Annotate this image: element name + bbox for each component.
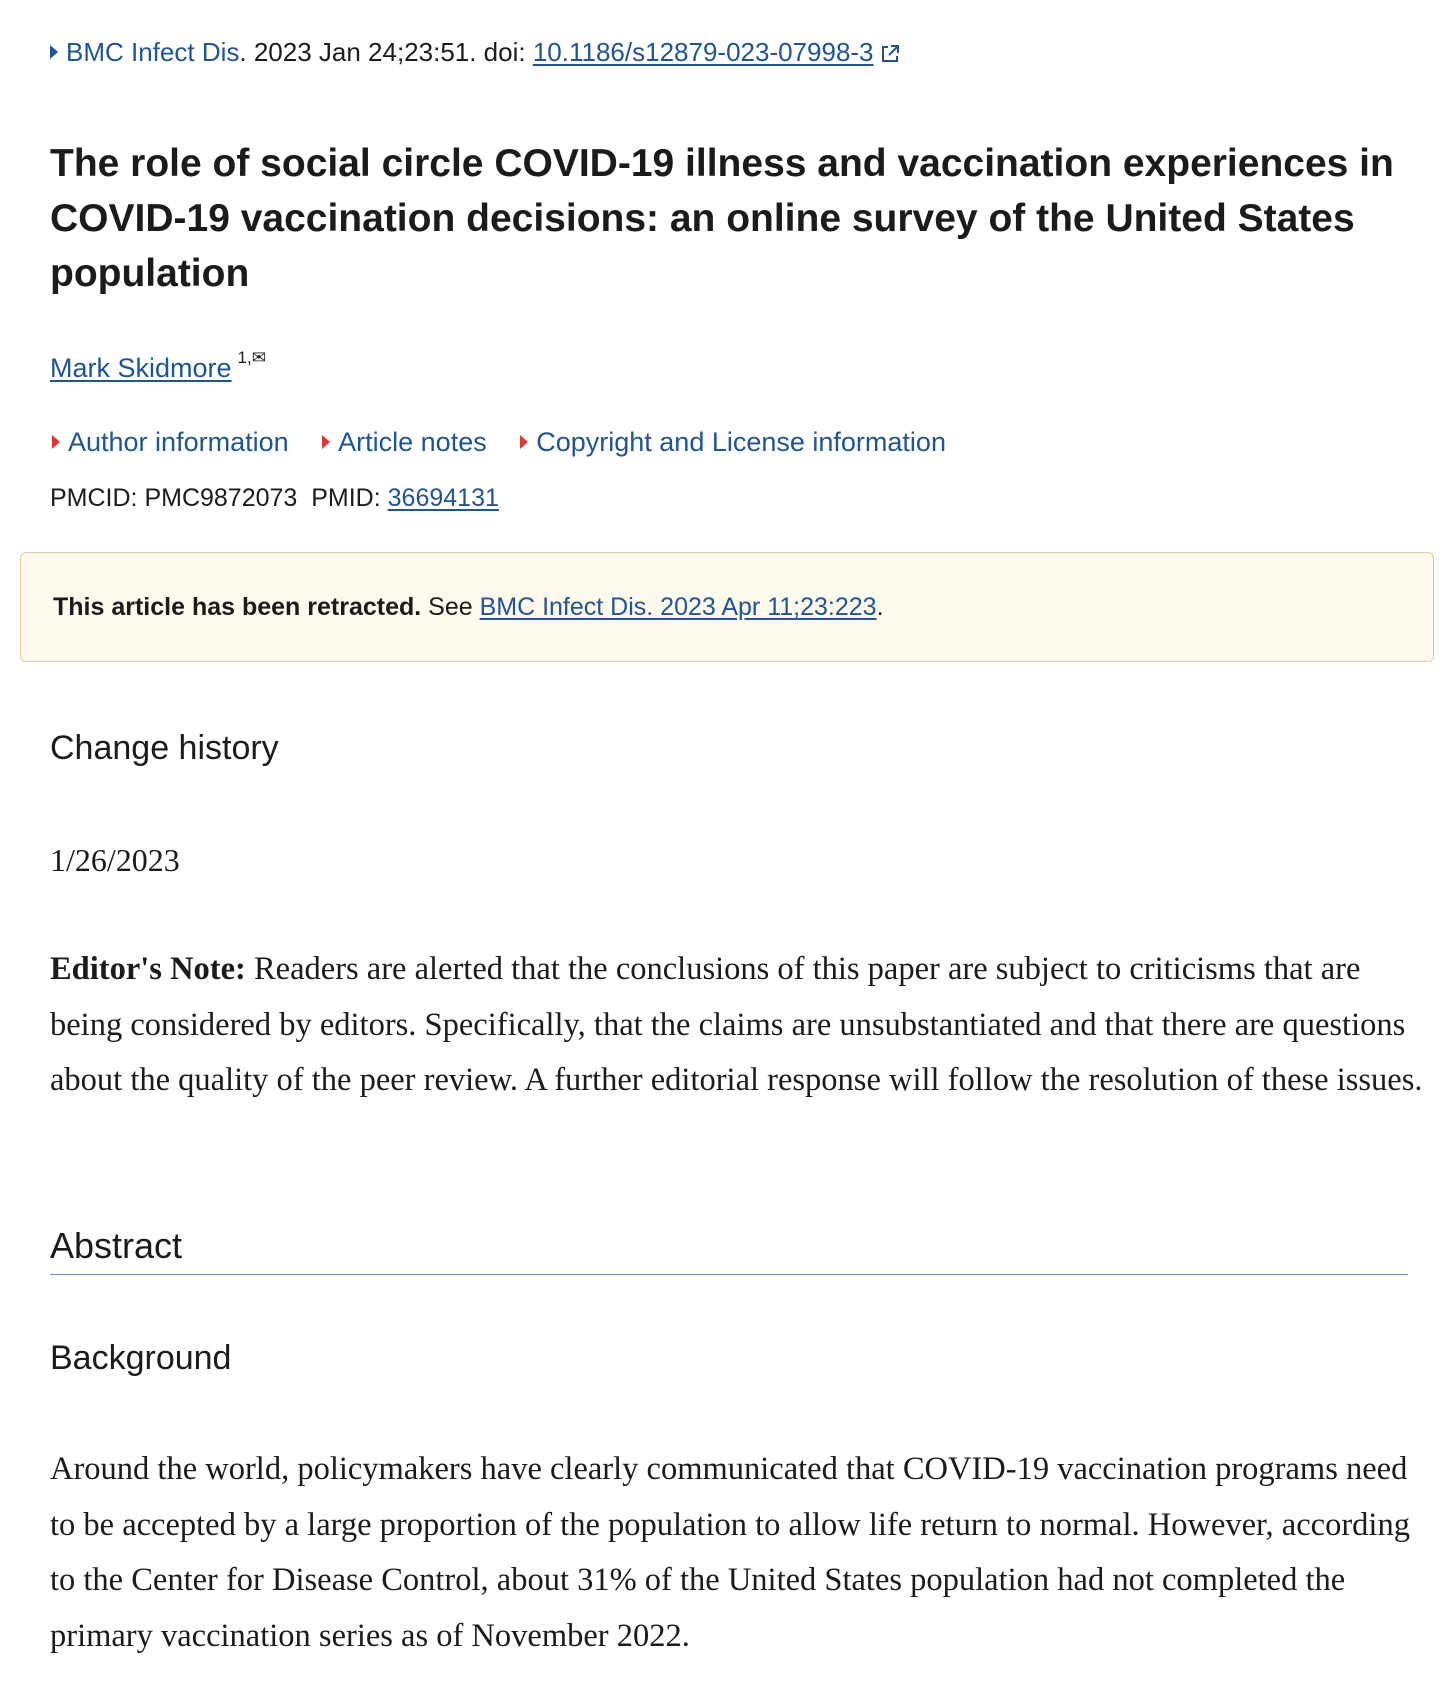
pmid-label: PMID: [311, 484, 388, 512]
editors-note-label: Editor's Note: [50, 951, 246, 987]
journal-name: BMC Infect Dis [66, 37, 240, 67]
article-ids [50, 480, 499, 516]
citation-details: . 2023 Jan 24;23:51. doi: [239, 37, 533, 67]
retraction-bold: This article has been retracted. [53, 593, 422, 621]
retraction-see: See [421, 593, 480, 621]
article-title: The role of social circle COVID-19 illness and vaccination experiences in COVID-19 vaccination decisions: an online survey of the United States population [50, 142, 1394, 295]
retraction-end: . [876, 593, 884, 621]
article-notes-label: Article notes [338, 427, 487, 457]
caret-right-icon [520, 435, 528, 449]
editors-note [50, 942, 1440, 1109]
change-date: 1/26/2023 [50, 842, 180, 878]
editors-note-text: Readers are alerted that the conclusions of this paper are subject to criticisms that are being considered by editors. Specifically, that the claims are unsubstantiated and that there are questions about the quality of the peer review. A further editorial response will follow the resolution of these issues. [50, 951, 1423, 1098]
background-heading: Background [50, 1339, 232, 1377]
caret-right-icon [50, 45, 58, 59]
background-paragraph: Around the world, policymakers have clearly communicated that COVID-19 vaccination programs need to be accepted by a large proportion of the population to allow life return to normal. However, according to the Center for Disease Control, about 31% of the United States population had not completed the primary vaccination series as of November 2022. [50, 1451, 1410, 1654]
author-information-label: Author information [68, 427, 289, 457]
abstract-heading: Abstract [50, 1222, 1408, 1275]
author-information-toggle[interactable] [52, 427, 289, 457]
copyright-license-toggle[interactable] [520, 427, 946, 457]
caret-right-icon [52, 435, 60, 449]
article-info-links [52, 424, 972, 460]
retraction-link[interactable]: BMC Infect Dis. 2023 Apr 11;23:223 [479, 593, 877, 621]
article-notes-toggle[interactable] [322, 427, 487, 457]
citation-line [50, 34, 900, 73]
caret-right-icon [322, 435, 330, 449]
pmid-link[interactable]: 36694131 [387, 484, 499, 512]
author-link[interactable]: Mark Skidmore [50, 353, 232, 383]
retraction-text [53, 589, 884, 625]
pmcid: PMCID: PMC9872073 [50, 484, 298, 512]
doi-link[interactable]: 10.1186/s12879-023-07998-3 [532, 37, 874, 67]
author-line [50, 340, 266, 386]
change-history-heading: Change history [50, 729, 279, 767]
external-link-icon[interactable] [880, 37, 900, 73]
author-affiliation-sup: 1,✉ [237, 348, 266, 367]
retraction-notice [20, 552, 1434, 662]
journal-link[interactable] [50, 37, 239, 67]
copyright-license-label: Copyright and License information [536, 427, 946, 457]
